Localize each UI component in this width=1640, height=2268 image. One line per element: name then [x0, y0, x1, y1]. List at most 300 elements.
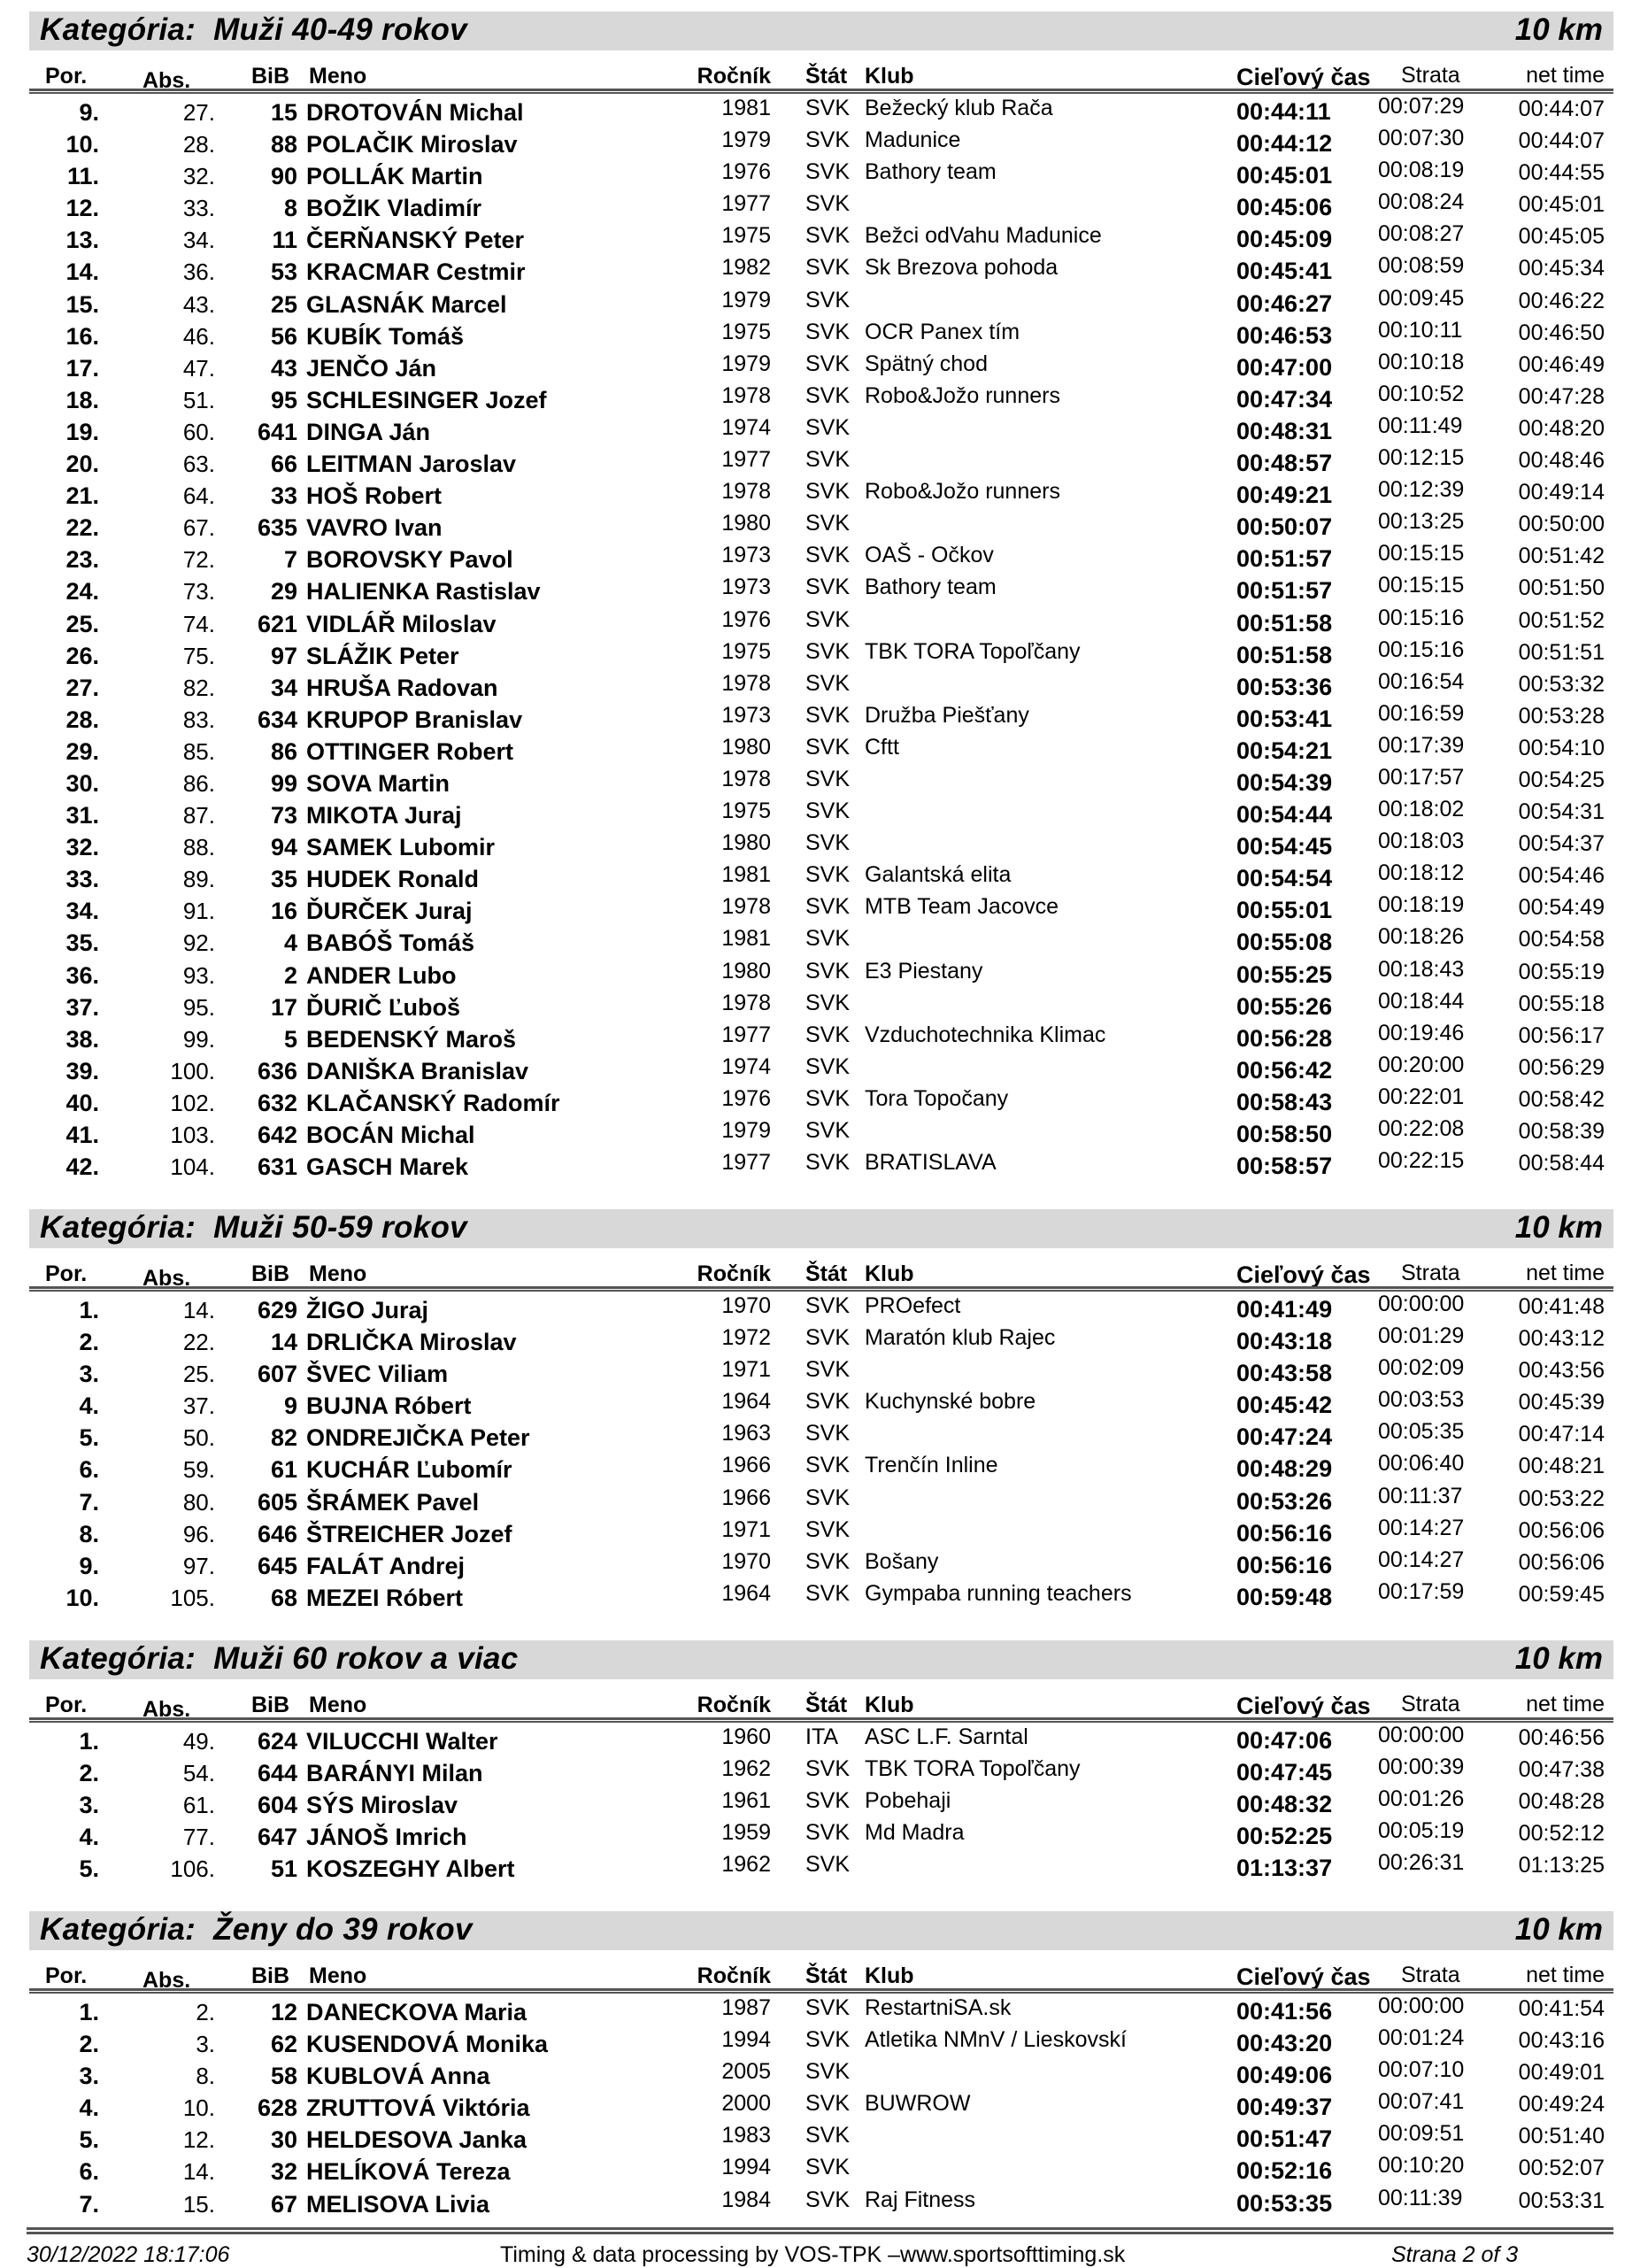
category-label: Kategória: — [40, 1641, 196, 1676]
cell-por: 16. — [65, 322, 99, 350]
cell-por: 36. — [65, 961, 99, 989]
cell-name: SAMEK Lubomir — [306, 834, 495, 861]
cell-finish-time: 00:43:20 — [1236, 2030, 1333, 2057]
cell-por: 7. — [79, 2190, 99, 2218]
cell-por: 3. — [79, 1792, 99, 1819]
cell-state: SVK — [805, 766, 851, 791]
category-title — [40, 1210, 467, 1246]
cell-strata: 00:10:20 — [1378, 2153, 1465, 2179]
cell-state: SVK — [805, 638, 851, 664]
cell-bib: 95 — [270, 386, 297, 413]
cell-abs: 34. — [182, 227, 215, 254]
cell-abs: 49. — [182, 1728, 215, 1755]
cell-state: SVK — [805, 96, 851, 120]
cell-abs: 99. — [182, 1025, 215, 1053]
cell-abs: 43. — [182, 290, 215, 318]
col-header-meno: Meno — [309, 1963, 367, 1988]
results-table-body — [29, 94, 1613, 1180]
cell-bib: 33 — [270, 482, 297, 510]
col-header-por: Por. — [45, 1261, 88, 1286]
cell-year: 1978 — [721, 670, 771, 696]
result-row — [29, 892, 1613, 924]
cell-year: 1970 — [721, 1548, 771, 1574]
cell-state: SVK — [805, 1852, 851, 1878]
cell-strata: 00:00:00 — [1378, 1292, 1465, 1316]
col-header-cielovy-cas: Cieľový čas — [1236, 1261, 1371, 1288]
cell-year: 1964 — [721, 1580, 771, 1606]
cell-net-time: 00:55:19 — [1518, 959, 1605, 984]
cell-state: SVK — [805, 958, 851, 984]
cell-bib: 628 — [257, 2094, 297, 2122]
category-label: Kategória: — [40, 12, 196, 47]
cell-abs: 3. — [196, 2031, 215, 2058]
cell-year: 1979 — [721, 351, 771, 376]
col-header-cielovy-cas: Cieľový čas — [1236, 1963, 1371, 1990]
cell-club: Gympaba running teachers — [865, 1580, 1132, 1606]
cell-year: 1980 — [721, 830, 771, 856]
cell-bib: 647 — [257, 1824, 297, 1851]
result-row — [29, 445, 1613, 477]
cell-year: 1994 — [721, 2155, 771, 2180]
cell-abs: 87. — [182, 802, 215, 829]
cell-name: LEITMAN Jaroslav — [306, 451, 517, 478]
cell-bib: 68 — [270, 1584, 297, 1611]
cell-strata: 00:18:43 — [1378, 956, 1465, 982]
cell-state: SVK — [805, 1548, 851, 1574]
cell-abs: 74. — [182, 610, 215, 637]
cell-finish-time: 00:53:26 — [1236, 1487, 1333, 1515]
cell-net-time: 01:13:25 — [1518, 1853, 1605, 1878]
col-header-stat: Štát — [805, 1963, 848, 1988]
cell-finish-time: 00:55:08 — [1236, 929, 1333, 956]
result-row — [29, 669, 1613, 701]
cell-club: TBK TORA Topoľčany — [865, 1756, 1081, 1782]
cell-strata: 00:18:03 — [1378, 829, 1465, 854]
cell-strata: 00:15:16 — [1378, 636, 1465, 662]
cell-strata: 00:13:25 — [1378, 509, 1465, 535]
cell-abs: 15. — [182, 2190, 215, 2218]
cell-bib: 29 — [270, 578, 297, 606]
cell-year: 1974 — [721, 414, 771, 440]
cell-name: KOSZEGHY Albert — [306, 1855, 515, 1883]
cell-year: 1975 — [721, 798, 771, 824]
category-header-band — [29, 1640, 1613, 1679]
cell-state: SVK — [805, 1118, 851, 1143]
cell-strata: 00:08:59 — [1378, 253, 1465, 279]
cell-bib: 2 — [283, 961, 297, 989]
col-header-net-time: net time — [1526, 63, 1605, 88]
cell-por: 9. — [79, 1552, 99, 1579]
cell-year: 1973 — [721, 575, 771, 600]
col-header-cielovy-cas: Cieľový čas — [1236, 1693, 1371, 1719]
cell-abs: 12. — [182, 2126, 215, 2154]
cell-abs: 8. — [196, 2063, 215, 2090]
result-row — [29, 1994, 1613, 2025]
cell-finish-time: 00:48:57 — [1236, 450, 1333, 477]
cell-por: 17. — [65, 354, 99, 382]
cell-bib: 62 — [270, 2031, 297, 2058]
cell-club: Atletika NMnV / Lieskovskí — [865, 2027, 1127, 2053]
cell-state: SVK — [805, 2123, 851, 2148]
cell-strata: 00:18:26 — [1378, 924, 1465, 950]
cell-finish-time: 00:52:16 — [1236, 2157, 1333, 2185]
cell-abs: 85. — [182, 737, 215, 765]
cell-bib: 629 — [257, 1297, 297, 1323]
col-header-cielovy-cas: Cieľový čas — [1236, 64, 1371, 90]
cell-abs: 96. — [182, 1520, 215, 1547]
cell-name: DROTOVÁN Michal — [306, 99, 524, 126]
cell-por: 25. — [65, 610, 99, 637]
cell-bib: 11 — [272, 227, 297, 254]
cell-bib: 58 — [270, 2063, 297, 2090]
result-row — [29, 701, 1613, 733]
cell-name: KLAČANSKÝ Radomír — [306, 1089, 560, 1116]
cell-finish-time: 00:49:21 — [1236, 482, 1333, 509]
cell-name: BEDENSKÝ Maroš — [306, 1025, 517, 1053]
col-header-net-time: net time — [1526, 1692, 1605, 1716]
result-row — [29, 477, 1613, 509]
cell-abs: 64. — [182, 482, 215, 510]
cell-finish-time: 00:41:49 — [1236, 1296, 1333, 1323]
cell-por: 29. — [65, 737, 99, 765]
cell-finish-time: 00:41:56 — [1236, 1998, 1333, 2025]
cell-club: TBK TORA Topoľčany — [865, 638, 1081, 664]
col-header-stat: Štát — [805, 1261, 848, 1286]
cell-strata: 00:05:35 — [1378, 1419, 1465, 1445]
cell-year: 1960 — [721, 1724, 771, 1749]
cell-bib: 604 — [257, 1792, 297, 1819]
cell-finish-time: 00:48:31 — [1236, 417, 1333, 444]
cell-year: 1973 — [721, 702, 771, 728]
cell-year: 1963 — [721, 1421, 771, 1446]
cell-por: 22. — [65, 514, 99, 542]
category-header-band — [29, 1911, 1613, 1950]
cell-name: BUJNA Róbert — [306, 1392, 472, 1420]
cell-bib: 88 — [270, 131, 297, 158]
cell-club: Vzduchotechnika Klimac — [865, 1022, 1106, 1047]
col-header-por: Por. — [45, 1963, 88, 1988]
cell-abs: 36. — [182, 258, 215, 286]
cell-year: 1966 — [721, 1485, 771, 1510]
cell-por: 20. — [65, 451, 99, 478]
cell-abs: 14. — [182, 2158, 215, 2186]
cell-por: 10. — [65, 1584, 99, 1611]
cell-abs: 25. — [182, 1361, 215, 1388]
cell-abs: 67. — [182, 514, 215, 542]
cell-por: 4. — [79, 2094, 99, 2122]
cell-name: DINGA Ján — [306, 418, 431, 445]
cell-por: 15. — [65, 290, 99, 318]
cell-year: 1975 — [721, 638, 771, 664]
cell-abs: 77. — [182, 1824, 215, 1851]
result-row — [29, 957, 1613, 989]
cell-por: 2. — [79, 1329, 99, 1356]
result-row — [29, 797, 1613, 829]
cell-net-time: 00:52:07 — [1518, 2156, 1605, 2181]
cell-por: 10. — [65, 131, 99, 158]
cell-state: SVK — [805, 1150, 851, 1176]
cell-finish-time: 00:45:01 — [1236, 162, 1333, 189]
category-title — [40, 1641, 519, 1677]
cell-bib: 624 — [257, 1728, 297, 1755]
cell-state: SVK — [805, 223, 851, 249]
cell-strata: 00:22:01 — [1378, 1084, 1465, 1109]
cell-state: SVK — [805, 1293, 851, 1318]
cell-por: 33. — [65, 866, 99, 893]
cell-abs: 88. — [182, 834, 215, 861]
cell-finish-time: 00:56:28 — [1236, 1024, 1333, 1052]
cell-bib: 7 — [283, 546, 297, 574]
col-header-abs: Abs. — [142, 1697, 191, 1722]
cell-state: SVK — [805, 1325, 851, 1351]
result-row — [29, 733, 1613, 765]
cell-bib: 605 — [257, 1488, 297, 1516]
cell-net-time: 00:53:28 — [1518, 703, 1605, 729]
cell-bib: 646 — [257, 1520, 297, 1547]
cell-name: HOŠ Robert — [306, 482, 443, 510]
cell-club: Kuchynské bobre — [865, 1389, 1036, 1415]
cell-year: 1976 — [721, 1085, 771, 1111]
cell-abs: 82. — [182, 674, 215, 701]
cell-net-time: 00:56:06 — [1518, 1549, 1605, 1575]
footer-credit: Timing & data processing by VOS-TPK –www.sportsofttiming.sk — [500, 2242, 1126, 2267]
cell-name: DANIŠKA Branislav — [306, 1057, 529, 1084]
cell-net-time: 00:46:50 — [1518, 320, 1605, 345]
cell-club: BRATISLAVA — [865, 1150, 997, 1176]
result-row — [29, 2089, 1613, 2121]
cell-abs: 86. — [182, 769, 215, 797]
cell-state: SVK — [805, 382, 851, 408]
cell-name: KRUPOP Branislav — [306, 706, 523, 733]
cell-por: 39. — [65, 1057, 99, 1084]
col-header-rocnik: Ročník — [697, 64, 771, 89]
cell-finish-time: 00:46:27 — [1236, 289, 1333, 317]
cell-bib: 94 — [270, 834, 297, 861]
cell-name: VAVRO Ivan — [306, 514, 443, 542]
cell-net-time: 00:49:24 — [1518, 2092, 1605, 2118]
cell-strata: 00:07:30 — [1378, 126, 1465, 151]
cell-name: KUBÍK Tomáš — [306, 322, 465, 350]
col-header-net-time: net time — [1526, 1261, 1605, 1285]
cell-por: 32. — [65, 834, 99, 861]
result-row — [29, 606, 1613, 637]
cell-strata: 00:18:12 — [1378, 860, 1465, 886]
col-header-rocnik: Ročník — [697, 1693, 771, 1717]
cell-club: Spätný chod — [865, 351, 988, 376]
result-row — [29, 286, 1613, 318]
cell-por: 2. — [79, 2031, 99, 2058]
cell-year: 1994 — [721, 2027, 771, 2053]
column-headers — [29, 50, 1613, 91]
cell-strata: 00:06:40 — [1378, 1451, 1465, 1477]
cell-net-time: 00:51:52 — [1518, 607, 1605, 633]
cell-finish-time: 00:47:06 — [1236, 1727, 1333, 1754]
cell-finish-time: 00:44:12 — [1236, 130, 1333, 158]
cell-bib: 642 — [257, 1122, 297, 1148]
col-header-bib: BiB — [251, 1963, 290, 1988]
cell-bib: 621 — [257, 610, 297, 637]
cell-finish-time: 00:55:25 — [1236, 960, 1333, 988]
result-row — [29, 126, 1613, 158]
cell-por: 6. — [79, 2158, 99, 2186]
cell-year: 1974 — [721, 1053, 771, 1079]
cell-strata: 00:11:37 — [1378, 1483, 1463, 1508]
cell-net-time: 00:45:39 — [1518, 1390, 1605, 1416]
cell-state: SVK — [805, 1453, 851, 1478]
col-header-abs: Abs. — [142, 1968, 191, 1993]
cell-por: 28. — [65, 706, 99, 733]
cell-finish-time: 00:53:36 — [1236, 673, 1333, 700]
cell-state: SVK — [805, 990, 851, 1015]
cell-name: DANECKOVA Maria — [306, 1999, 527, 2025]
cell-club: Md Madra — [865, 1820, 965, 1846]
cell-name: BOCÁN Michal — [306, 1122, 475, 1148]
cell-name: VIDLÁŘ Miloslav — [306, 610, 497, 637]
cell-finish-time: 01:13:37 — [1236, 1855, 1333, 1882]
cell-por: 37. — [65, 993, 99, 1021]
cell-state: SVK — [805, 159, 851, 185]
result-row — [29, 765, 1613, 797]
cell-abs: 61. — [182, 1792, 215, 1819]
cell-name: ĎURČEK Juraj — [306, 898, 473, 925]
cell-finish-time: 00:53:41 — [1236, 705, 1333, 732]
results-table-body — [29, 1723, 1613, 1882]
cell-abs: 91. — [182, 898, 215, 925]
col-header-bib: BiB — [251, 1693, 290, 1717]
col-header-klub: Klub — [865, 64, 914, 89]
cell-name: ŠRÁMEK Pavel — [306, 1488, 480, 1516]
cell-name: SÝS Miroslav — [306, 1792, 458, 1819]
cell-bib: 86 — [270, 737, 297, 765]
cell-year: 1978 — [721, 479, 771, 505]
cell-strata: 00:11:49 — [1378, 413, 1463, 438]
cell-year: 1980 — [721, 511, 771, 536]
cell-abs: 106. — [170, 1855, 215, 1883]
cell-state: SVK — [805, 1485, 851, 1510]
cell-strata: 00:10:18 — [1378, 349, 1465, 374]
cell-abs: 72. — [182, 546, 215, 574]
cell-por: 5. — [79, 1855, 99, 1883]
cell-state: SVK — [805, 606, 851, 632]
cell-name: SOVA Martin — [306, 769, 450, 797]
cell-name: ČERŇANSKÝ Peter — [306, 227, 525, 254]
cell-name: MEZEI Róbert — [306, 1584, 464, 1611]
cell-por: 21. — [65, 482, 99, 510]
col-header-stat: Štát — [805, 64, 848, 89]
cell-strata: 00:18:02 — [1378, 797, 1465, 822]
cell-bib: 4 — [283, 930, 297, 957]
result-row — [29, 382, 1613, 413]
cell-club: Cftt — [865, 734, 899, 760]
cell-finish-time: 00:47:00 — [1236, 353, 1333, 381]
footer-divider — [27, 2227, 1613, 2234]
cell-year: 1978 — [721, 894, 771, 920]
cell-por: 42. — [65, 1153, 99, 1181]
cell-net-time: 00:43:16 — [1518, 2028, 1605, 2054]
result-row — [29, 924, 1613, 956]
cell-net-time: 00:56:17 — [1518, 1022, 1605, 1048]
cell-finish-time: 00:52:25 — [1236, 1823, 1333, 1850]
cell-strata: 00:17:39 — [1378, 732, 1465, 758]
result-row — [29, 1148, 1613, 1180]
cell-state: SVK — [805, 1022, 851, 1047]
cell-net-time: 00:48:46 — [1518, 448, 1605, 474]
result-row — [29, 1723, 1613, 1755]
result-row — [29, 2025, 1613, 2057]
cell-finish-time: 00:46:53 — [1236, 321, 1333, 349]
col-header-por: Por. — [45, 64, 88, 89]
cell-finish-time: 00:56:16 — [1236, 1519, 1333, 1547]
cell-state: SVK — [805, 575, 851, 600]
cell-finish-time: 00:49:06 — [1236, 2062, 1333, 2089]
cell-abs: 83. — [182, 706, 215, 733]
cell-state: SVK — [805, 798, 851, 824]
cell-por: 27. — [65, 674, 99, 701]
cell-state: SVK — [805, 1580, 851, 1606]
cell-net-time: 00:58:44 — [1518, 1151, 1605, 1176]
results-table-body — [29, 1994, 1613, 2218]
cell-state: SVK — [805, 862, 851, 888]
cell-finish-time: 00:53:35 — [1236, 2189, 1333, 2217]
cell-year: 1959 — [721, 1820, 771, 1846]
cell-year: 1962 — [721, 1852, 771, 1878]
cell-finish-time: 00:48:29 — [1236, 1455, 1333, 1483]
cell-net-time: 00:52:12 — [1518, 1821, 1605, 1847]
result-row — [29, 860, 1613, 892]
cell-state: SVK — [805, 2027, 851, 2053]
cell-name: ĎURIČ Ľuboš — [306, 993, 460, 1021]
cell-name: POLAČIK Miroslav — [306, 131, 518, 158]
cell-year: 1980 — [721, 958, 771, 984]
cell-strata: 00:18:44 — [1378, 988, 1465, 1014]
cell-net-time: 00:43:12 — [1518, 1326, 1605, 1352]
cell-net-time: 00:41:54 — [1518, 1996, 1605, 2021]
col-header-abs: Abs. — [142, 1266, 191, 1291]
result-row — [29, 1387, 1613, 1419]
cell-name: KRACMAR Cestmir — [306, 258, 526, 286]
cell-finish-time: 00:54:45 — [1236, 833, 1333, 860]
cell-por: 13. — [65, 227, 99, 254]
cell-state: SVK — [805, 670, 851, 696]
cell-state: SVK — [805, 1788, 851, 1814]
cell-bib: 32 — [270, 2158, 297, 2186]
cell-abs: 103. — [170, 1122, 215, 1148]
cell-abs: 100. — [170, 1057, 215, 1084]
cell-abs: 89. — [182, 866, 215, 893]
cell-por: 40. — [65, 1089, 99, 1116]
cell-net-time: 00:53:31 — [1518, 2187, 1605, 2213]
cell-por: 3. — [79, 2063, 99, 2090]
result-row — [29, 1021, 1613, 1053]
cell-name: BARÁNYI Milan — [306, 1760, 483, 1787]
cell-bib: 61 — [270, 1456, 297, 1484]
cell-name: BOŽIK Vladimír — [306, 195, 482, 222]
cell-year: 2005 — [721, 2059, 771, 2085]
cell-finish-time: 00:48:32 — [1236, 1791, 1333, 1818]
cell-name: ANDER Lubo — [306, 961, 457, 989]
col-header-rocnik: Ročník — [697, 1261, 771, 1286]
cell-strata: 00:22:08 — [1378, 1116, 1465, 1141]
cell-abs: 104. — [170, 1153, 215, 1181]
col-header-meno: Meno — [309, 1693, 367, 1717]
cell-year: 1979 — [721, 1118, 771, 1143]
cell-club: OCR Panex tím — [865, 319, 1020, 344]
cell-state: SVK — [805, 255, 851, 281]
cell-name: KUSENDOVÁ Monika — [306, 2031, 549, 2058]
cell-finish-time: 00:54:39 — [1236, 768, 1333, 796]
cell-bib: 53 — [270, 258, 297, 286]
cell-state: SVK — [805, 926, 851, 952]
